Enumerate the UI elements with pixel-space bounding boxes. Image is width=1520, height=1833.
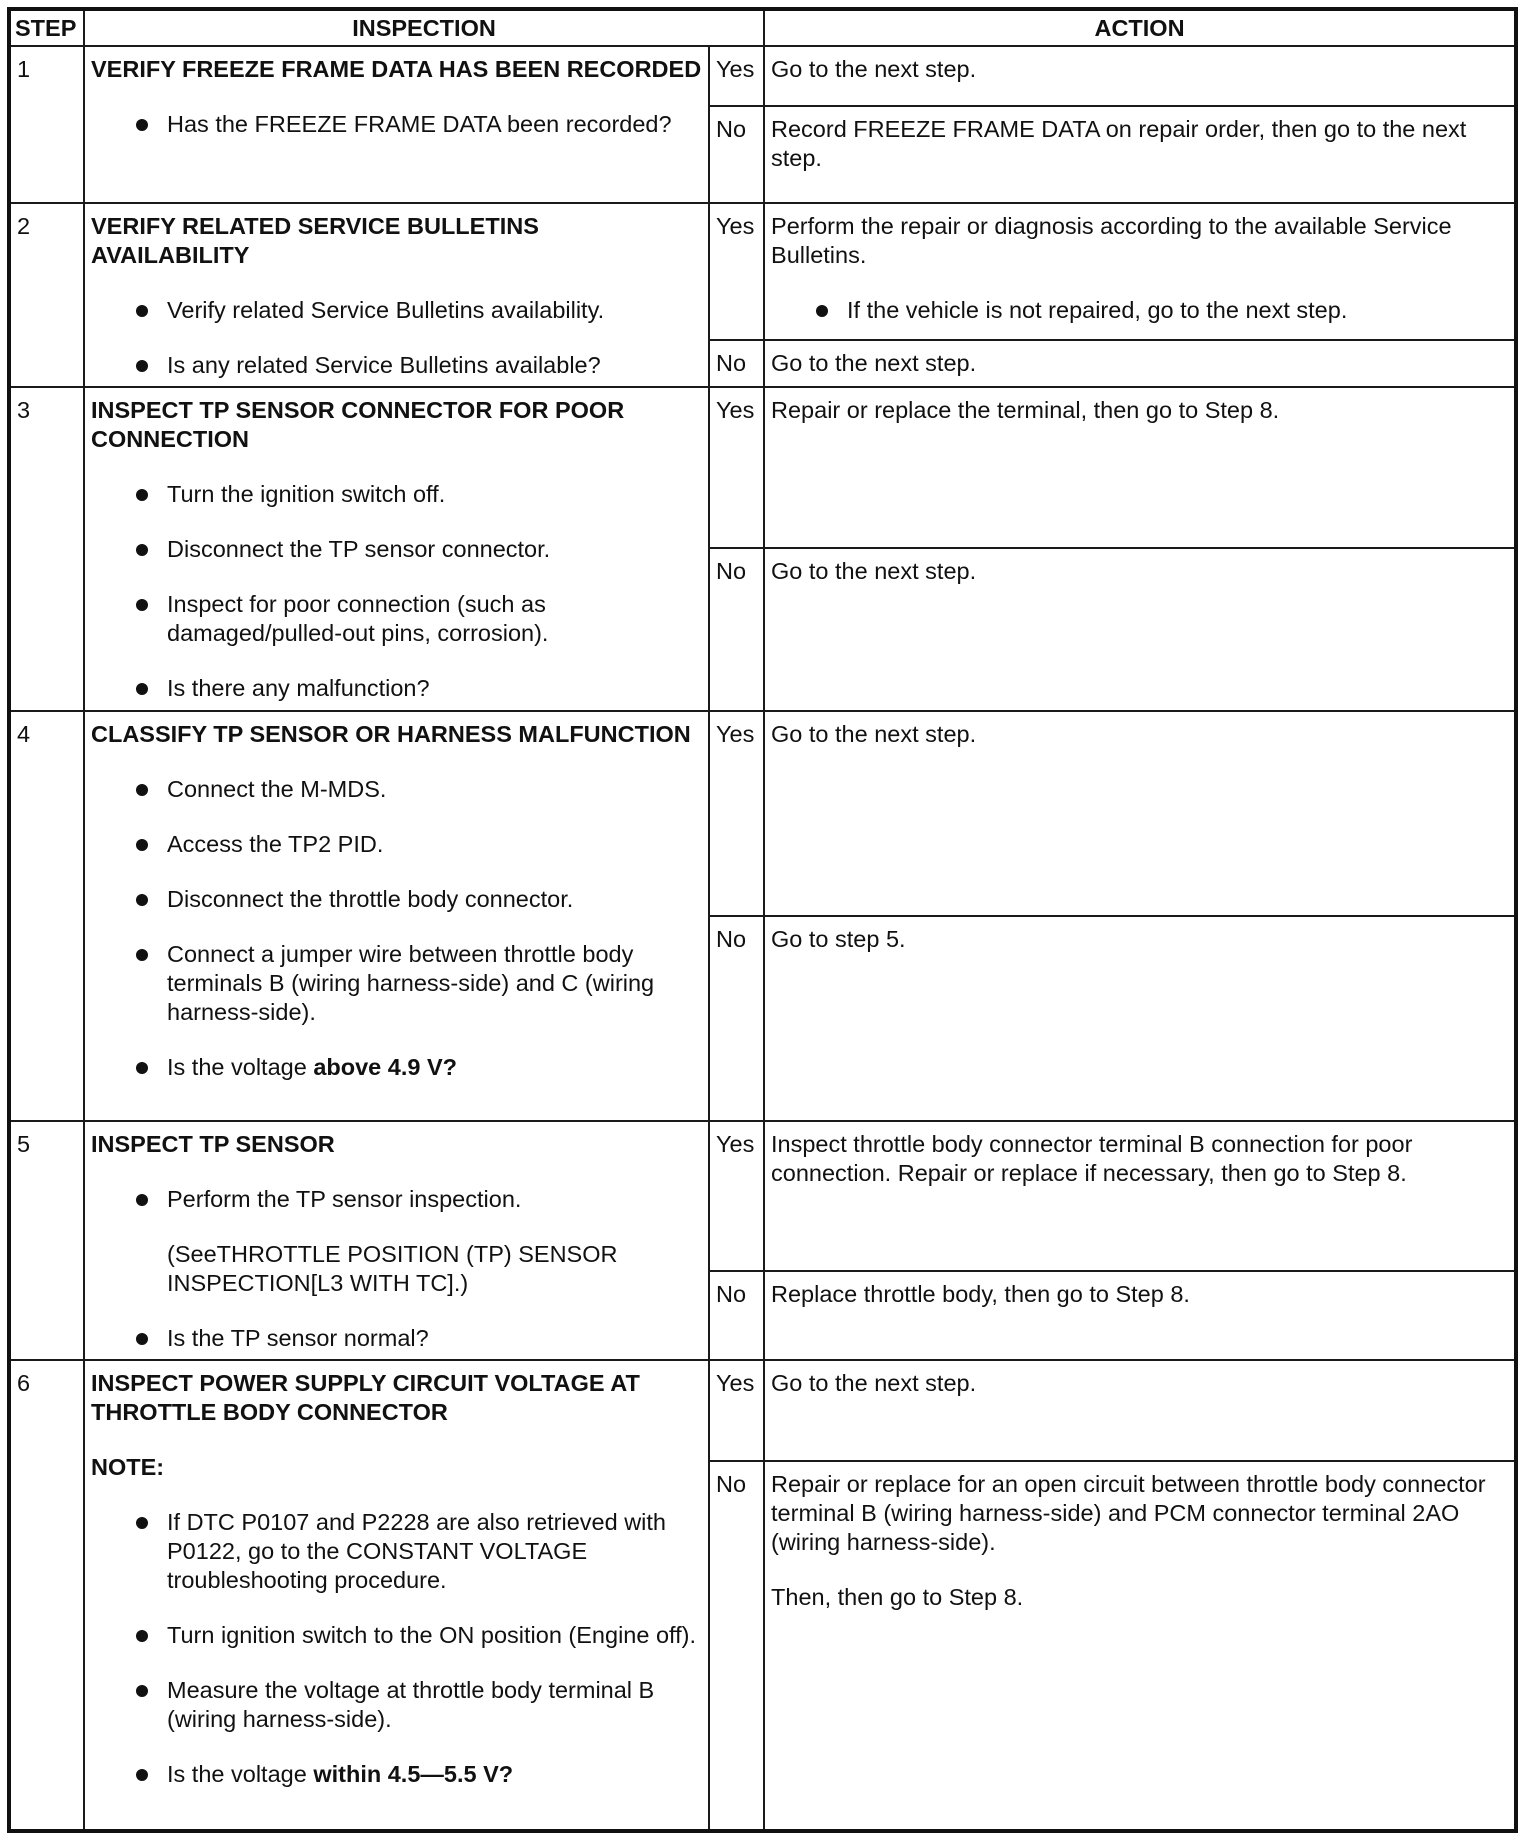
inspection-bullet: If DTC P0107 and P2228 are also retrieved with P0122, go to the CONSTANT VOLTAGE troubleshooting procedure. <box>91 1508 702 1595</box>
step-title: CLASSIFY TP SENSOR OR HARNESS MALFUNCTION <box>91 721 691 747</box>
inspection-bullet: Is any related Service Bulletins available? <box>91 351 702 380</box>
step-title: VERIFY FREEZE FRAME DATA HAS BEEN RECORDED <box>91 56 702 82</box>
inspection-cell <box>84 203 709 387</box>
step-title: INSPECT POWER SUPPLY CIRCUIT VOLTAGE AT THROTTLE BODY CONNECTOR <box>91 1370 640 1425</box>
question-text: Is the voltage <box>167 1054 314 1080</box>
inspection-bullet: Inspect for poor connection (such as damaged/pulled-out pins, corrosion). <box>91 590 702 648</box>
question-value: within 4.5—5.5 V? <box>313 1761 514 1787</box>
no-label: No <box>709 916 764 1121</box>
no-label: No <box>709 1271 764 1360</box>
inspection-bullet: Connect the M-MDS. <box>91 775 702 804</box>
step-number: 2 <box>9 203 84 387</box>
no-label: No <box>709 340 764 387</box>
no-action: Go to the next step. <box>764 340 1516 387</box>
inspection-cell <box>84 711 709 1121</box>
yes-label: Yes <box>709 711 764 916</box>
table-row <box>9 711 1516 916</box>
step-number: 5 <box>9 1121 84 1360</box>
question-value: above 4.9 V? <box>313 1054 458 1080</box>
step-number: 1 <box>9 46 84 203</box>
no-label: No <box>709 548 764 711</box>
question-text: Is the voltage <box>167 1761 314 1787</box>
inspection-cell <box>84 387 709 711</box>
table-row <box>9 46 1516 106</box>
diagnostic-procedure-page <box>7 7 1518 1833</box>
inspection-cell <box>84 1360 709 1831</box>
yes-action: Go to the next step. <box>764 1360 1516 1461</box>
no-action: Go to step 5. <box>764 916 1516 1121</box>
header-action: ACTION <box>764 9 1516 46</box>
table-row <box>9 387 1516 548</box>
inspection-bullet: Measure the voltage at throttle body terminal B (wiring harness-side). <box>91 1676 702 1734</box>
yes-label: Yes <box>709 1121 764 1271</box>
step-number: 3 <box>9 387 84 711</box>
header-row <box>9 9 1516 46</box>
no-action-cell <box>764 1461 1516 1831</box>
step-number: 6 <box>9 1360 84 1831</box>
yes-action-cell <box>764 203 1516 340</box>
action-bullet: If the vehicle is not repaired, go to the next step. <box>771 296 1508 325</box>
no-label: No <box>709 1461 764 1831</box>
yes-label: Yes <box>709 46 764 106</box>
header-step: STEP <box>9 9 84 46</box>
reference-text: (SeeTHROTTLE POSITION (TP) SENSOR INSPECTION[L3 WITH TC].) <box>167 1241 618 1296</box>
no-action-extra: Then, then go to Step 8. <box>771 1584 1024 1610</box>
no-action: Record FREEZE FRAME DATA on repair order, then go to the next step. <box>764 106 1516 203</box>
inspection-bullet: Is there any malfunction? <box>91 674 702 703</box>
no-action: Replace throttle body, then go to Step 8. <box>764 1271 1516 1360</box>
no-label: No <box>709 106 764 203</box>
no-action: Go to the next step. <box>764 548 1516 711</box>
step-title: INSPECT TP SENSOR <box>91 1131 335 1157</box>
inspection-question <box>91 1053 702 1082</box>
table-row <box>9 203 1516 340</box>
inspection-bullet: Turn ignition switch to the ON position (Engine off). <box>91 1621 702 1650</box>
yes-action: Inspect throttle body connector terminal B connection for poor connection. Repair or replace if necessary, then go to Step 8. <box>764 1121 1516 1271</box>
step-title: VERIFY RELATED SERVICE BULLETINS AVAILABILITY <box>91 213 539 268</box>
inspection-bullet: Turn the ignition switch off. <box>91 480 702 509</box>
yes-action: Perform the repair or diagnosis according to the available Service Bulletins. <box>771 213 1452 268</box>
table-row <box>9 1360 1516 1461</box>
step-number: 4 <box>9 711 84 1121</box>
inspection-bullet: Has the FREEZE FRAME DATA been recorded? <box>91 110 702 139</box>
inspection-bullet: Disconnect the TP sensor connector. <box>91 535 702 564</box>
yes-action: Go to the next step. <box>764 711 1516 916</box>
inspection-cell <box>84 46 709 203</box>
inspection-bullet: Connect a jumper wire between throttle body terminals B (wiring harness-side) and C (wiring harness-side). <box>91 940 702 1027</box>
header-inspection: INSPECTION <box>84 9 764 46</box>
inspection-bullet: Access the TP2 PID. <box>91 830 702 859</box>
note-label: NOTE: <box>91 1454 165 1480</box>
inspection-bullet: Perform the TP sensor inspection. <box>91 1185 702 1214</box>
step-title: INSPECT TP SENSOR CONNECTOR FOR POOR CONNECTION <box>91 397 625 452</box>
yes-label: Yes <box>709 203 764 340</box>
inspection-cell <box>84 1121 709 1360</box>
yes-action: Repair or replace the terminal, then go to Step 8. <box>764 387 1516 548</box>
yes-label: Yes <box>709 1360 764 1461</box>
inspection-question: Is the TP sensor normal? <box>91 1324 702 1353</box>
no-action: Repair or replace for an open circuit between throttle body connector terminal B (wiring harness-side) and PCM connector terminal 2AO (wiring harness-side). <box>771 1471 1486 1555</box>
inspection-bullet: Disconnect the throttle body connector. <box>91 885 702 914</box>
inspection-question <box>91 1760 702 1789</box>
yes-label: Yes <box>709 387 764 548</box>
diagnostic-table <box>7 7 1518 1833</box>
inspection-bullet: Verify related Service Bulletins availability. <box>91 296 702 325</box>
yes-action: Go to the next step. <box>764 46 1516 106</box>
table-row <box>9 1121 1516 1271</box>
